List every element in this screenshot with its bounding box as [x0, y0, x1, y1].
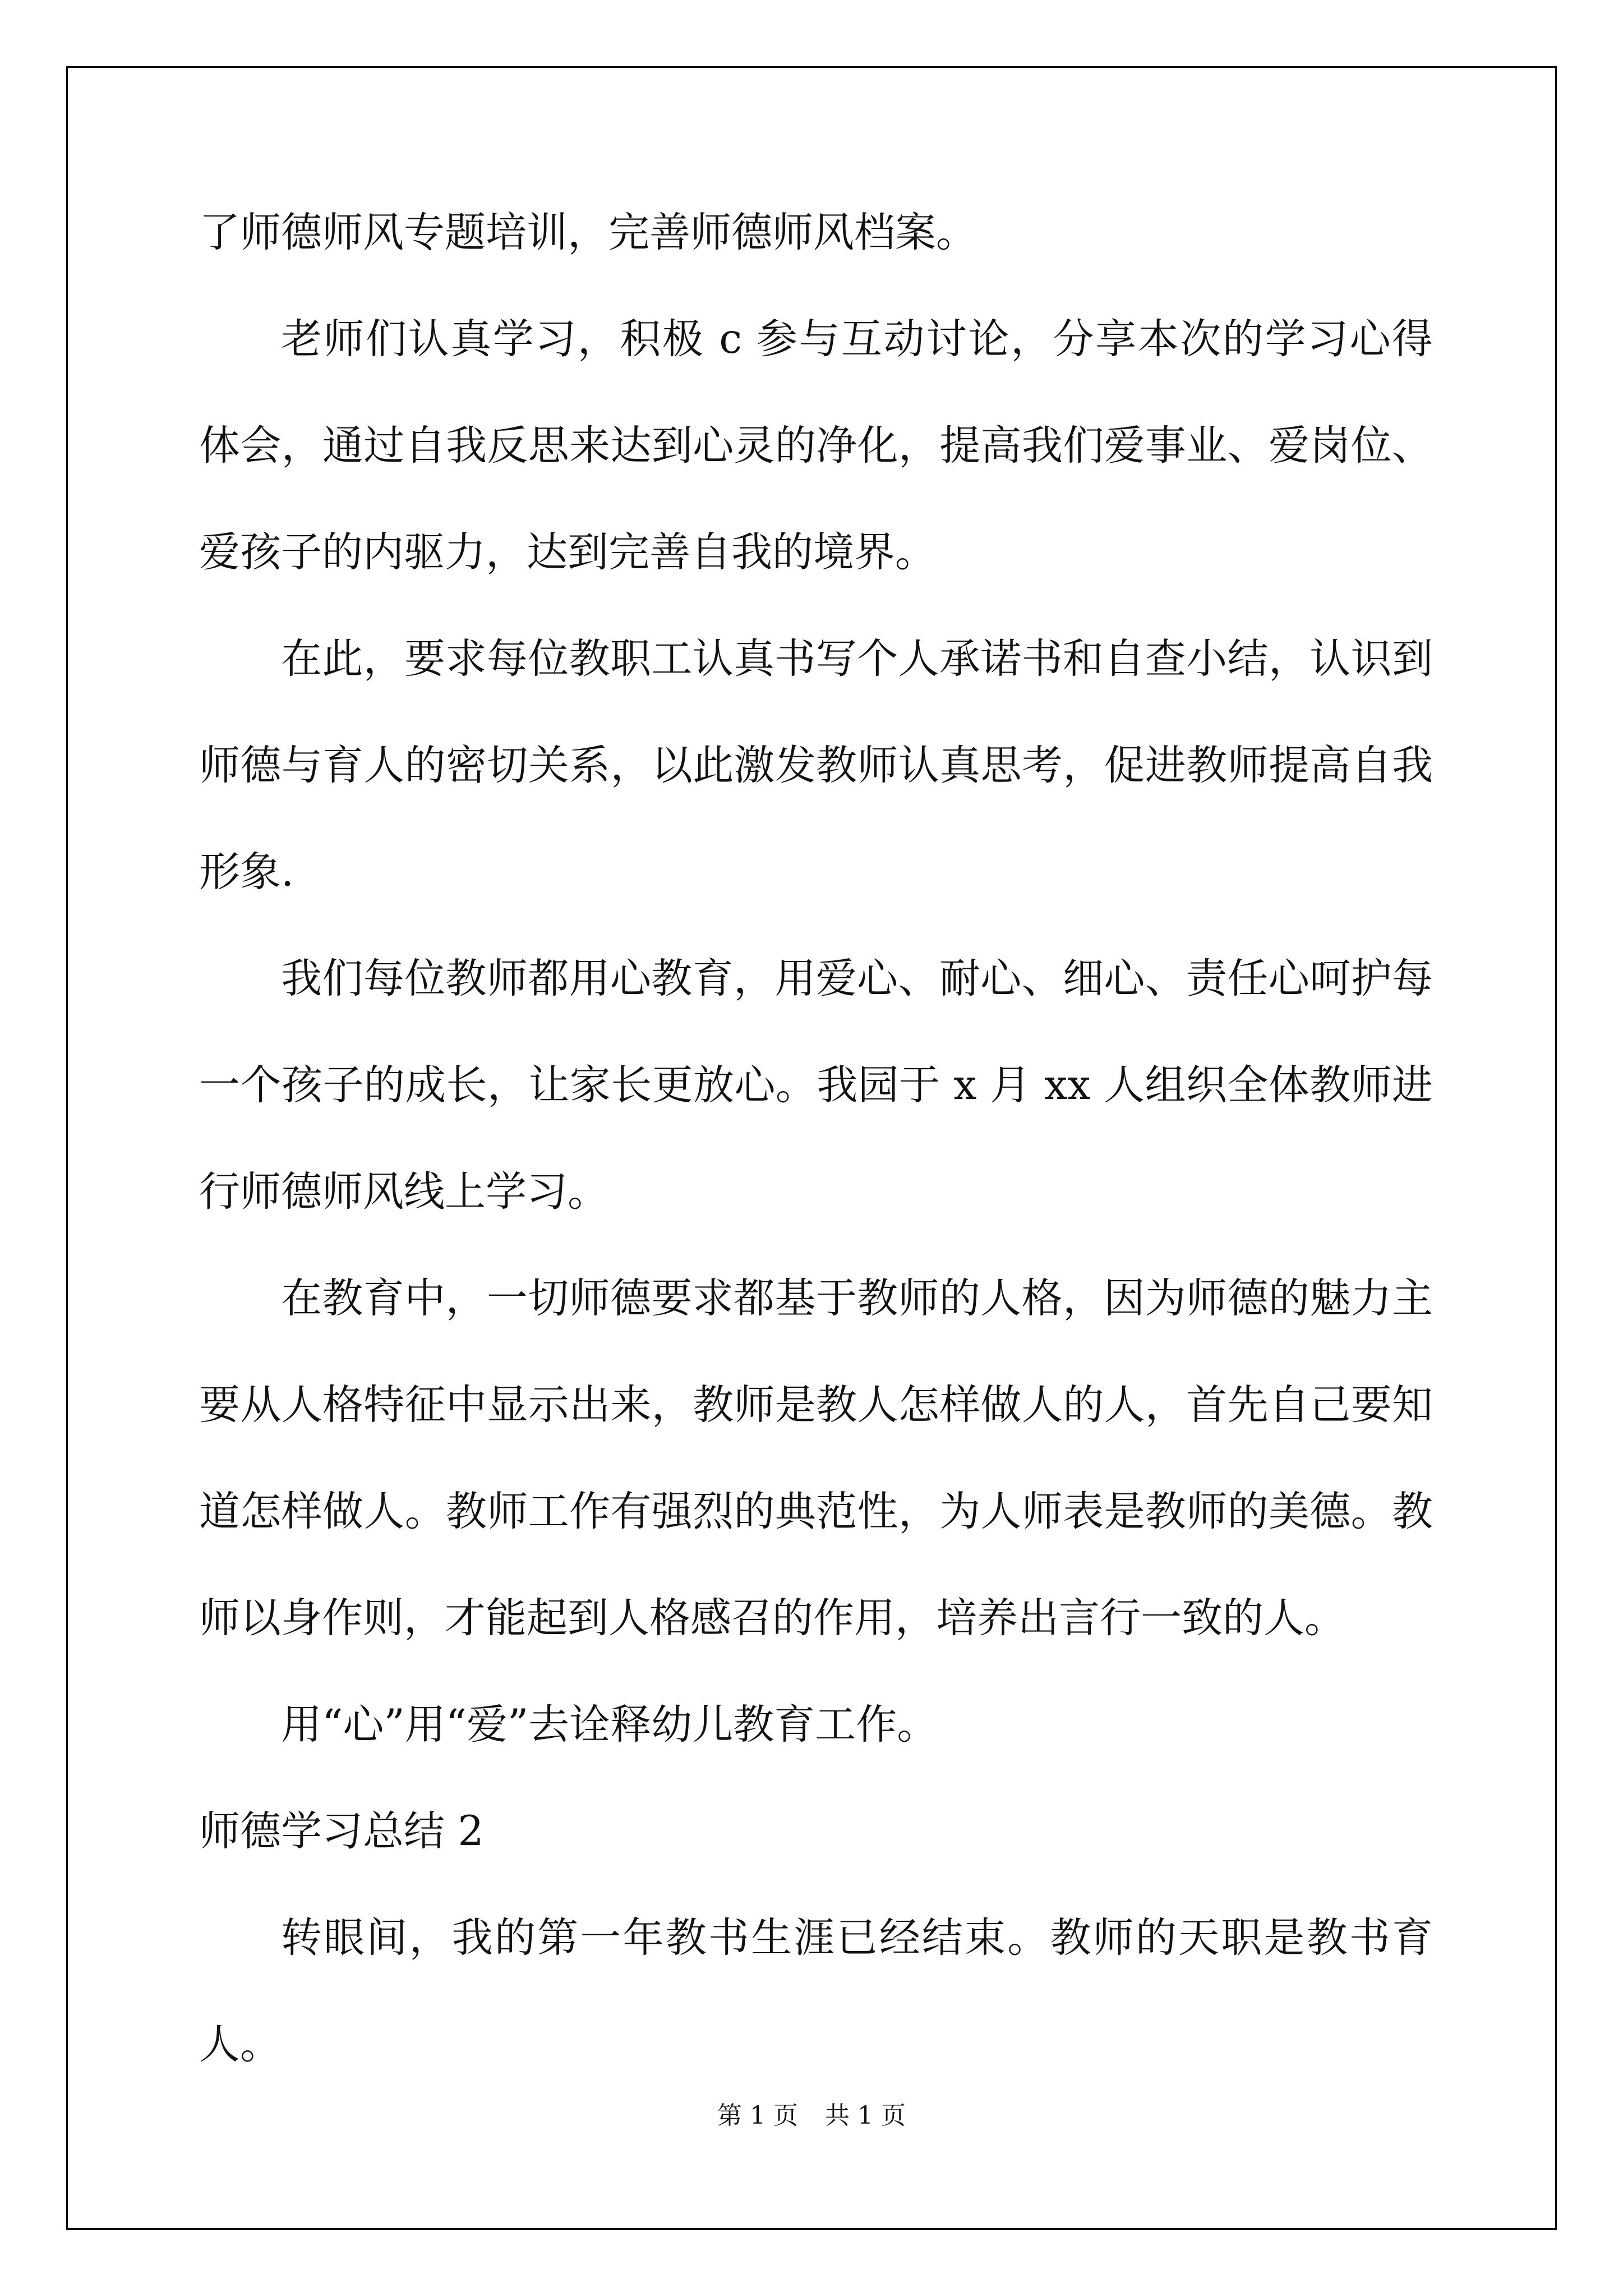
page-footer: [0, 2095, 1623, 2131]
page-number-label: 第 1 页: [717, 2101, 798, 2130]
paragraph-4: 我们每位教师都用心教育，用爱心、耐心、细心、责任心呵护每一个孩子的成长，让家长更放心。我园于 x 月 xx 人组织全体教师进行师德师风线上学习。: [199, 955, 1433, 1216]
paragraph-6: 用“心”用“爱”去诠释幼儿教育工作。: [281, 1701, 938, 1749]
paragraph-5: 在教育中，一切师德要求都基于教师的人格，因为师德的魅力主要从人格特征中显示出来，教师是教人怎样做人的人，首先自己要知道怎样做人。教师工作有强烈的典范性，为人师表是教师的美德。教师以身作则，才能起到人格感召的作用，培养出言行一致的人。: [199, 1274, 1433, 1642]
paragraph-7: 转眼间，我的第一年教书生涯已经结束。教师的天职是教书育人。: [199, 1914, 1433, 2068]
document-body: [199, 180, 1433, 2098]
paragraph-3: 在此，要求每位教职工认真书写个人承诺书和自查小结，认识到师德与育人的密切关系，以此激发教师认真思考，促进教师提高自我形象.: [199, 635, 1433, 896]
paragraph-1: 了师德师风专题培训，完善师德师风档案。: [199, 209, 977, 256]
paragraph-2: 老师们认真学习，积极 c 参与互动讨论，分享本次的学习心得体会，通过自我反思来达到心灵的净化，提高我们爱事业、爱岗位、爱孩子的内驱力，达到完善自我的境界。: [199, 315, 1433, 576]
section-heading: 师德学习总结 2: [199, 1807, 484, 1855]
page-total-label: 共 1 页: [825, 2101, 906, 2130]
